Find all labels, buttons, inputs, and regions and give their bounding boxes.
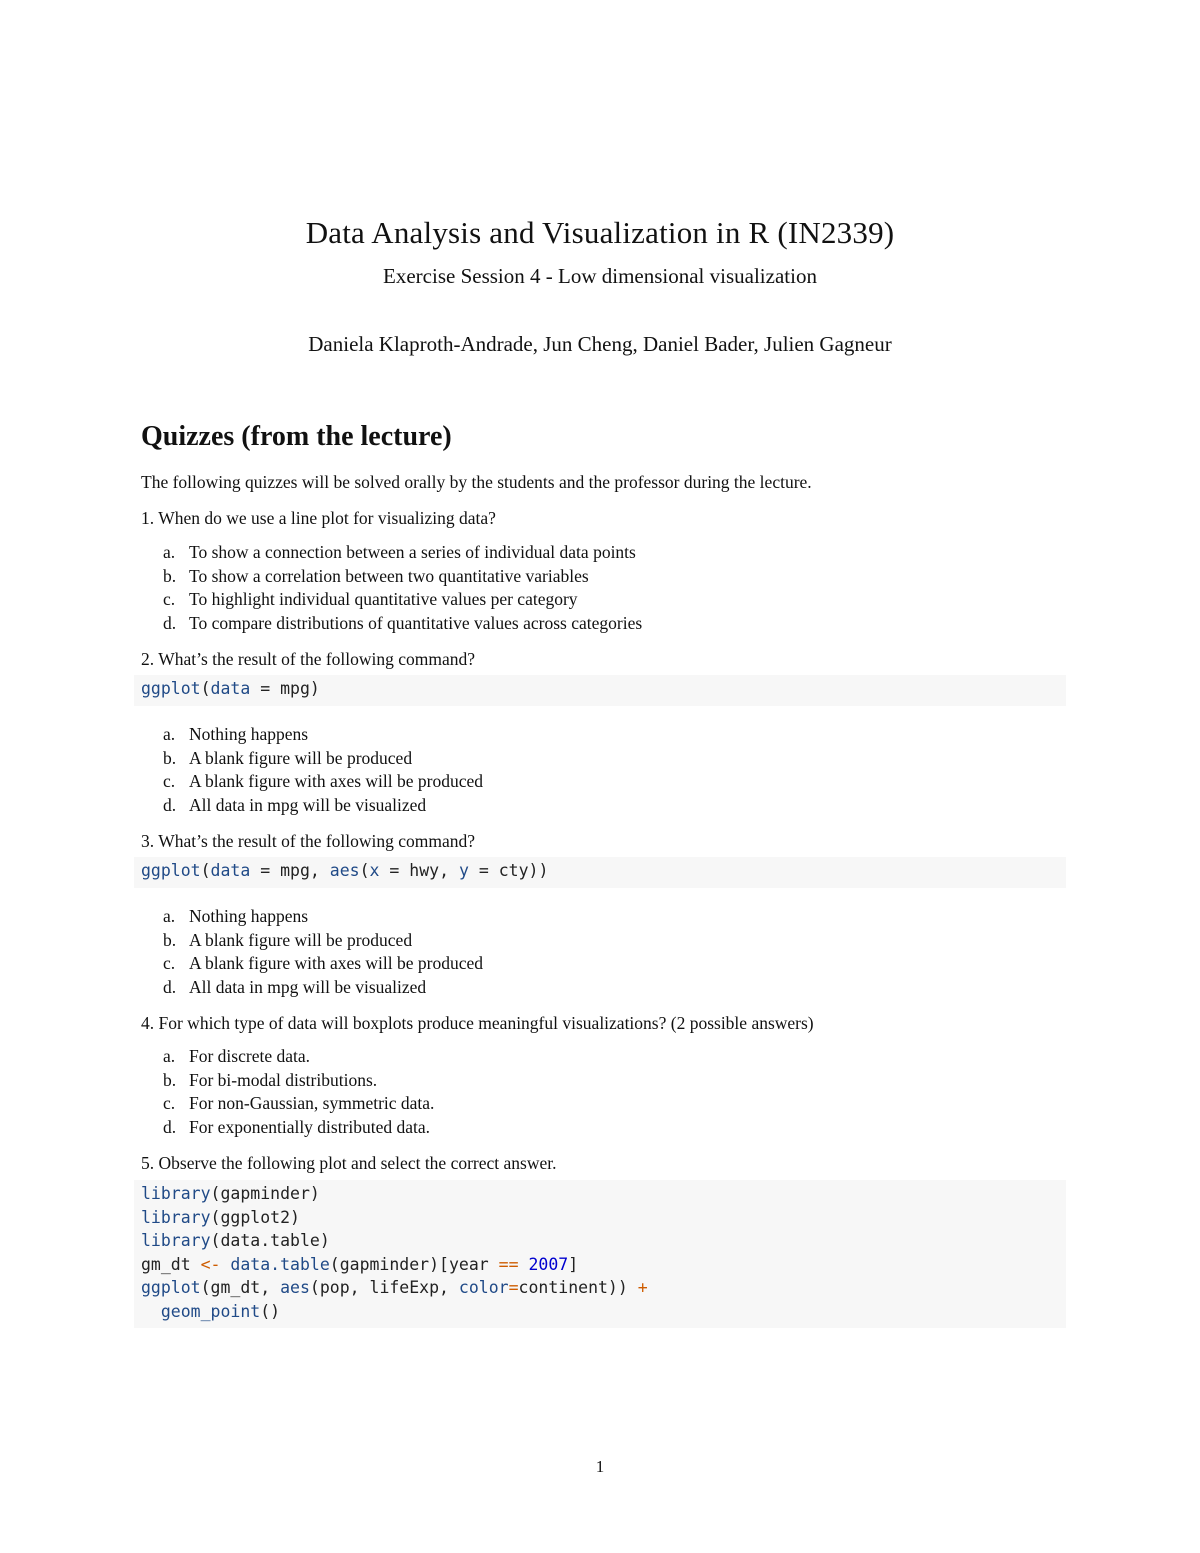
code-token: = (468, 861, 499, 880)
code-operator: = (508, 1278, 519, 1297)
code-block-q2 (134, 675, 1066, 706)
code-token: gm_dt (141, 1254, 201, 1274)
option-d (163, 976, 483, 1000)
code-function: ggplot (141, 1278, 201, 1297)
option-letter: b. (163, 1069, 177, 1090)
option-text: A blank figure with axes will be produced (189, 771, 484, 791)
code-function: ggplot (141, 861, 201, 880)
option-letter: c. (163, 1093, 176, 1113)
code-block-q5 (134, 1180, 1066, 1328)
option-text: A blank figure will be produced (189, 747, 413, 768)
question-4 (141, 1011, 814, 1035)
option-b (163, 1069, 434, 1093)
option-letter: c. (163, 771, 176, 791)
code-line (141, 1276, 1066, 1300)
code-token: ( (359, 861, 370, 880)
option-text: For exponentially distributed data. (189, 1116, 431, 1137)
option-a (163, 905, 483, 929)
code-argument: y (458, 861, 469, 880)
option-letter: c. (163, 953, 176, 973)
option-text: To show a correlation between two quantitative variables (189, 565, 589, 586)
page-number: 1 (595, 1457, 605, 1476)
section-heading: Quizzes (from the lecture) (141, 421, 452, 452)
option-letter: d. (163, 1116, 177, 1137)
option-letter: a. (163, 906, 176, 926)
question-number: 3. (141, 831, 155, 851)
question-5 (141, 1151, 557, 1175)
code-line (141, 1182, 1066, 1206)
option-text: To highlight individual quantitative values per category (189, 589, 578, 609)
question-1-options (163, 541, 642, 635)
option-text: A blank figure will be produced (189, 929, 413, 950)
code-token: mpg) (280, 679, 320, 698)
option-letter: a. (163, 1046, 176, 1066)
question-1 (141, 506, 496, 530)
code-operator: <- (200, 1254, 221, 1274)
option-a (163, 723, 483, 747)
code-token: = (250, 679, 281, 698)
option-b (163, 565, 642, 589)
code-line (141, 1300, 1066, 1324)
document-authors: Daniela Klaproth-Andrade, Jun Cheng, Daniel Bader, Julien Gagneur (308, 332, 892, 356)
option-letter: b. (163, 565, 177, 586)
code-token (141, 1302, 161, 1321)
option-c (163, 770, 483, 794)
option-text: Nothing happens (189, 724, 309, 744)
section-intro: The following quizzes will be solved orally by the students and the professor during the lecture. (141, 472, 812, 492)
code-line (141, 1253, 1066, 1277)
question-text: Observe the following plot and select the correct answer. (158, 1153, 557, 1173)
code-argument: data (210, 679, 251, 698)
option-b (163, 929, 483, 953)
question-text: When do we use a line plot for visualizing data? (158, 508, 496, 528)
code-token: (ggplot2) (210, 1207, 300, 1227)
option-text: To compare distributions of quantitative values across categories (189, 612, 643, 633)
code-function: library (141, 1231, 211, 1250)
option-letter: d. (163, 976, 177, 997)
option-d (163, 794, 483, 818)
option-text: To show a connection between a series of individual data points (189, 542, 636, 562)
code-token (220, 1255, 230, 1274)
option-letter: d. (163, 794, 177, 815)
code-token: ( (200, 861, 211, 880)
option-text: Nothing happens (189, 906, 309, 926)
code-token: (gapminder)[year (329, 1254, 499, 1274)
option-letter: a. (163, 724, 176, 744)
option-letter: a. (163, 542, 176, 562)
document-subtitle: Exercise Session 4 - Low dimensional visualization (383, 264, 817, 288)
code-argument: color (458, 1278, 509, 1297)
code-token: = (250, 861, 281, 880)
code-token: ] (568, 1254, 579, 1274)
option-text: For bi-modal distributions. (189, 1069, 378, 1090)
code-token: (pop, lifeExp, (309, 1278, 459, 1297)
code-function: geom_point (160, 1301, 261, 1321)
code-line (141, 1229, 1066, 1253)
code-argument: x (369, 861, 380, 880)
option-d (163, 612, 642, 636)
question-number: 1. (141, 508, 155, 528)
option-a (163, 541, 642, 565)
question-number: 4. (141, 1013, 155, 1033)
question-number: 5. (141, 1153, 155, 1173)
option-c (163, 1092, 434, 1116)
code-token: (gm_dt, (200, 1278, 281, 1297)
question-4-options (163, 1045, 434, 1139)
code-token: continent)) (518, 1278, 638, 1297)
option-text: For non-Gaussian, symmetric data. (189, 1093, 435, 1113)
option-d (163, 1116, 434, 1140)
code-function: data.table (230, 1254, 330, 1274)
code-argument: data (210, 861, 251, 880)
option-letter: b. (163, 747, 177, 768)
question-3-options (163, 905, 483, 999)
option-a (163, 1045, 434, 1069)
code-line (141, 677, 1066, 701)
code-token: (data.table) (210, 1231, 330, 1250)
option-letter: d. (163, 612, 177, 633)
option-c (163, 952, 483, 976)
code-number: 2007 (528, 1254, 569, 1274)
code-block-q3 (134, 857, 1066, 888)
code-function: aes (329, 861, 360, 880)
option-letter: c. (163, 589, 176, 609)
code-token: = (379, 861, 410, 880)
code-function: ggplot (141, 679, 201, 698)
code-line (141, 859, 1066, 883)
code-function: aes (280, 1278, 310, 1297)
code-token: () (260, 1301, 281, 1321)
code-function: library (141, 1184, 211, 1203)
code-token: (gapminder) (210, 1184, 320, 1203)
option-letter: b. (163, 929, 177, 950)
code-token: hwy, (409, 861, 459, 880)
document-title: Data Analysis and Visualization in R (IN2339) (305, 215, 895, 250)
code-function: library (141, 1207, 211, 1227)
code-operator: == (498, 1254, 519, 1274)
code-token: mpg, (280, 861, 330, 880)
question-text: What’s the result of the following command? (158, 831, 476, 851)
option-text: All data in mpg will be visualized (189, 794, 427, 815)
question-number: 2. (141, 649, 155, 669)
code-token: cty)) (498, 861, 549, 880)
question-3 (141, 829, 475, 853)
code-token: ( (200, 679, 211, 698)
code-line (141, 1206, 1066, 1230)
question-text: What’s the result of the following command? (158, 649, 476, 669)
question-text: For which type of data will boxplots produce meaningful visualizations? (2 possible answers) (158, 1013, 814, 1033)
question-2-options (163, 723, 483, 817)
option-text: A blank figure with axes will be produced (189, 953, 484, 973)
option-text: All data in mpg will be visualized (189, 976, 427, 997)
option-text: For discrete data. (189, 1046, 310, 1066)
option-b (163, 747, 483, 771)
code-operator: + (637, 1278, 648, 1297)
option-c (163, 588, 642, 612)
question-2 (141, 647, 475, 671)
code-token (519, 1255, 529, 1274)
